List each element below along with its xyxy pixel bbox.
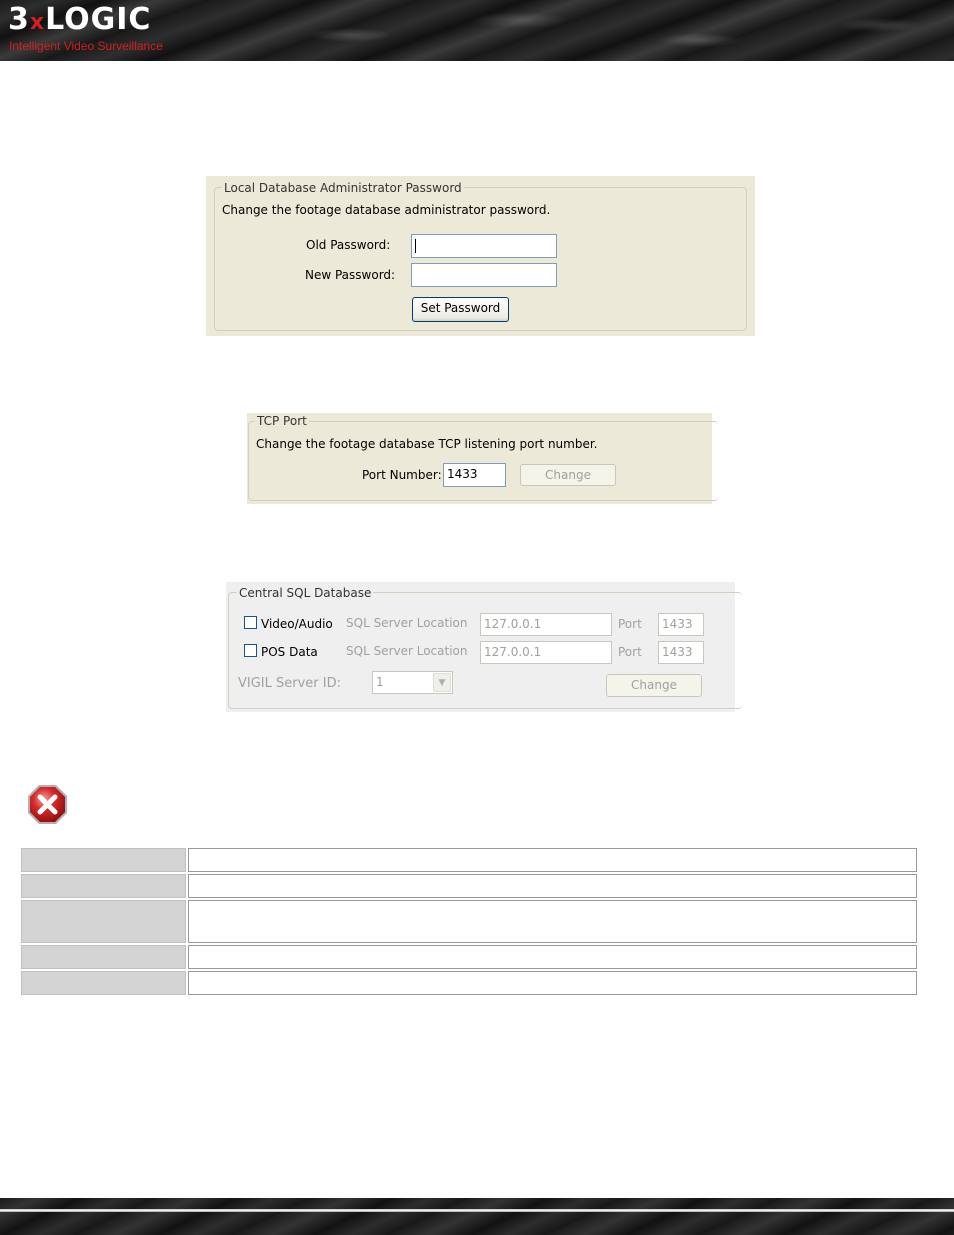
local-db-password-legend: Local Database Administrator Password [224, 181, 462, 195]
chevron-down-icon[interactable]: ▼ [433, 673, 451, 692]
new-password-label: New Password: [305, 268, 396, 282]
tcp-port-description: Change the footage database TCP listening port number. [256, 437, 598, 451]
table-key-cell [21, 971, 186, 995]
port-number-label: Port Number: [362, 468, 442, 482]
table-row [21, 848, 917, 872]
footer-banner [0, 1198, 954, 1235]
pos-data-location-field[interactable]: 127.0.0.1 [480, 641, 612, 664]
table-key-cell [21, 848, 186, 872]
video-audio-port-label: Port [618, 617, 642, 631]
video-audio-location-field[interactable]: 127.0.0.1 [480, 613, 612, 636]
local-db-password-description: Change the footage database administrator password. [222, 203, 551, 217]
table-value-cell [188, 848, 917, 872]
footer-divider [0, 1209, 954, 1212]
pos-data-label[interactable]: POS Data [261, 645, 318, 659]
pos-data-location-label: SQL Server Location [346, 644, 468, 658]
header-banner [0, 0, 954, 61]
logo-tagline: Intelligent Video Surveillance [9, 39, 163, 53]
set-password-button[interactable]: Set Password [412, 297, 509, 322]
tcp-port-groupbox [248, 421, 718, 501]
video-audio-label[interactable]: Video/Audio [261, 617, 333, 631]
tcp-port-change-button[interactable]: Change [520, 464, 616, 486]
table-value-cell [188, 971, 917, 995]
central-sql-change-button[interactable]: Change [606, 674, 702, 697]
table-row [21, 874, 917, 898]
vigil-server-id-label: VIGIL Server ID: [238, 676, 341, 691]
table-row [21, 945, 917, 969]
tcp-port-panel [247, 413, 712, 504]
table-row [21, 971, 917, 995]
local-db-password-panel [206, 176, 755, 336]
table-value-cell [188, 900, 917, 943]
table-key-cell [21, 945, 186, 969]
tcp-port-legend: TCP Port [257, 414, 307, 428]
central-sql-panel [226, 582, 735, 712]
vigil-server-id-select[interactable]: 1 ▼ [372, 671, 453, 694]
table-key-cell [21, 900, 186, 943]
company-logo: 3xLOGIC [8, 2, 152, 37]
port-number-field[interactable]: 1433 [443, 463, 506, 487]
text-caret [415, 239, 416, 253]
central-sql-legend: Central SQL Database [239, 586, 372, 600]
pos-data-checkbox[interactable] [244, 644, 257, 657]
old-password-field[interactable] [411, 234, 557, 258]
error-x-icon [27, 784, 68, 825]
new-password-field[interactable] [411, 263, 557, 287]
table-key-cell [21, 874, 186, 898]
old-password-label: Old Password: [306, 238, 391, 252]
video-audio-location-label: SQL Server Location [346, 616, 468, 630]
pos-data-port-field[interactable]: 1433 [658, 641, 704, 664]
table-value-cell [188, 874, 917, 898]
video-audio-port-field[interactable]: 1433 [658, 613, 704, 636]
pos-data-port-label: Port [618, 645, 642, 659]
video-audio-checkbox[interactable] [244, 616, 257, 629]
table-value-cell [188, 945, 917, 969]
table-row [21, 900, 917, 943]
